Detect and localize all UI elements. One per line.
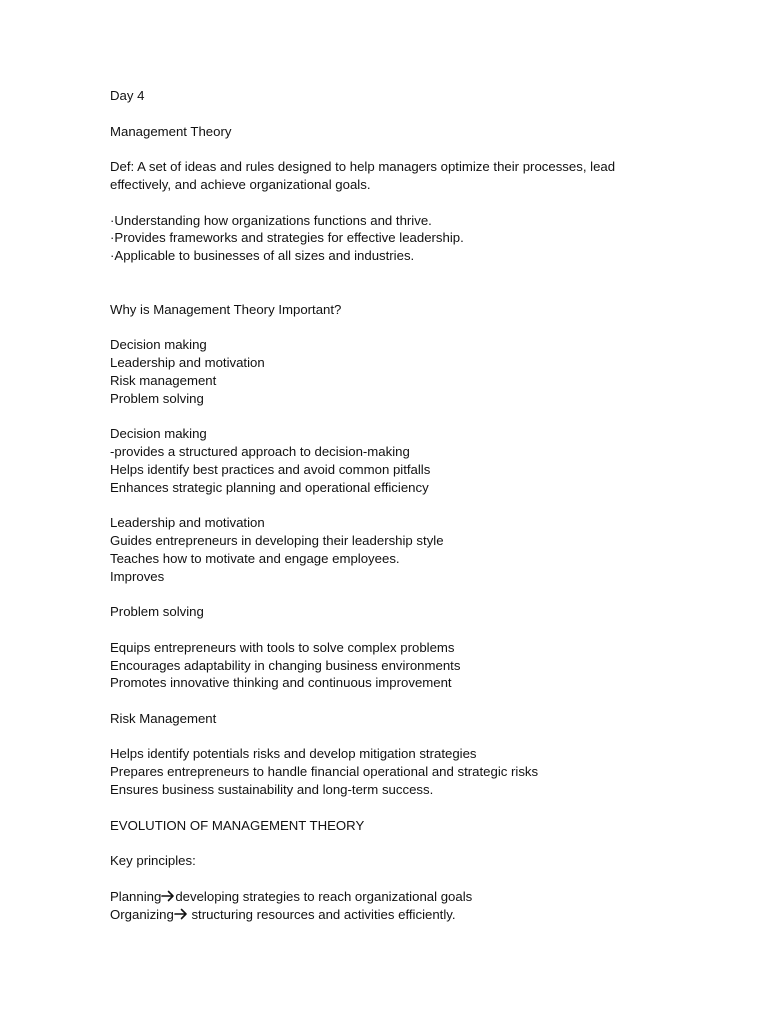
spacer	[110, 621, 710, 639]
importance-item: Decision making	[110, 337, 207, 353]
section-heading-risk-management: Risk Management	[110, 710, 217, 726]
spacer	[110, 407, 710, 425]
page-title: Management Theory	[110, 123, 232, 139]
key-principles-heading: Key principles:	[110, 853, 196, 869]
document-body	[110, 87, 710, 923]
spacer	[110, 194, 710, 212]
section-line: Encourages adaptability in changing business environments	[110, 657, 461, 673]
section-line: Promotes innovative thinking and continuous improvement	[110, 675, 452, 691]
section-line: Helps identify best practices and avoid common pitfalls	[110, 461, 431, 477]
section-line: -provides a structured approach to decision-making	[110, 443, 410, 459]
section-line: Ensures business sustainability and long-term success.	[110, 782, 434, 798]
principle-item	[110, 888, 710, 906]
section-heading-leadership: Leadership and motivation	[110, 515, 265, 531]
section-line: Prepares entrepreneurs to handle financial operational and strategic risks	[110, 764, 539, 780]
definition-line: effectively, and achieve organizational goals.	[110, 176, 371, 192]
section-line: Equips entrepreneurs with tools to solve complex problems	[110, 639, 455, 655]
day-label: Day 4	[110, 88, 145, 103]
spacer	[110, 728, 710, 746]
spacer	[110, 870, 710, 888]
spacer	[110, 140, 710, 158]
principle-item	[110, 906, 710, 924]
section-line: Guides entrepreneurs in developing their leadership style	[110, 532, 444, 548]
importance-item: Leadership and motivation	[110, 354, 265, 370]
spacer	[110, 105, 710, 123]
bullet-item: ·Applicable to businesses of all sizes and industries.	[110, 248, 415, 264]
right-arrow-icon	[161, 890, 175, 902]
section-line: Helps identify potentials risks and develop mitigation strategies	[110, 746, 477, 762]
bullet-item: ·Understanding how organizations functions and thrive.	[110, 212, 432, 228]
spacer	[110, 834, 710, 852]
principle-description: structuring resources and activities efficiently.	[187, 906, 456, 922]
section-line: Teaches how to motivate and engage employees.	[110, 550, 400, 566]
bullet-item: ·Provides frameworks and strategies for effective leadership.	[110, 230, 464, 246]
spacer	[110, 496, 710, 514]
spacer	[110, 799, 710, 817]
spacer	[110, 692, 710, 710]
principle-term: Organizing	[110, 906, 174, 922]
importance-heading: Why is Management Theory Important?	[110, 301, 342, 317]
evolution-heading: EVOLUTION OF MANAGEMENT THEORY	[110, 817, 365, 833]
section-line: Enhances strategic planning and operational efficiency	[110, 479, 429, 495]
section-line: Improves	[110, 568, 165, 584]
importance-item: Problem solving	[110, 390, 204, 406]
principle-term: Planning	[110, 888, 162, 904]
section-heading-decision-making: Decision making	[110, 426, 207, 442]
definition-line: Def: A set of ideas and rules designed to help managers optimize their processes, lead	[110, 159, 616, 175]
importance-item: Risk management	[110, 372, 217, 388]
spacer	[110, 585, 710, 603]
spacer	[110, 265, 710, 301]
right-arrow-icon	[174, 908, 188, 920]
principle-description: developing strategies to reach organizational goals	[175, 888, 473, 904]
spacer	[110, 318, 710, 336]
section-heading-problem-solving: Problem solving	[110, 604, 204, 620]
